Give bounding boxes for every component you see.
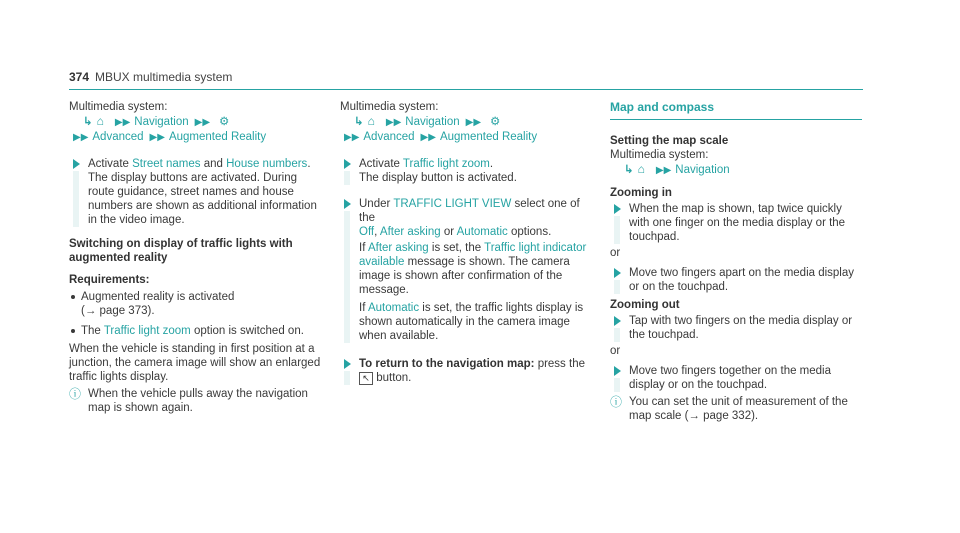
step-body: The display buttons are activated. During route guidance, street names and house numbers are shown as additional information in the video image.: [88, 172, 317, 226]
step-bar: [344, 211, 350, 343]
step-arrow-icon: [344, 199, 351, 209]
zooming-out-heading: Zooming out: [610, 299, 680, 311]
step-text: message is shown. The camera image is shown after confirmation of the message.: [359, 256, 570, 296]
menu-path-2: [340, 130, 598, 145]
step-text: If: [359, 242, 366, 254]
intro-text: Multimedia system:: [340, 101, 439, 113]
menu-path: [69, 114, 326, 130]
instruction-step: [610, 314, 862, 342]
double-chevron-icon: ▶▶: [655, 165, 672, 176]
step-text: Move two fingers together on the media display or on the touchpad.: [629, 365, 832, 391]
path-navigation: Navigation: [134, 116, 189, 128]
step-text: is set, the: [431, 242, 482, 254]
or-text: or: [610, 345, 621, 357]
subheading: Setting the map scale: [610, 135, 729, 147]
option-house-numbers: House numbers: [226, 158, 308, 170]
double-chevron-icon: ▶▶: [385, 117, 402, 128]
double-chevron-icon: ▶▶: [344, 132, 360, 143]
instruction-step: [340, 197, 598, 343]
step-arrow-icon: [614, 204, 621, 214]
step-text: If: [359, 302, 366, 314]
info-note-icon: ⓘ: [69, 387, 82, 401]
step-arrow-icon: [73, 159, 80, 169]
option-traffic-light-zoom: Traffic light zoom: [402, 158, 490, 170]
step-text: ,: [374, 226, 378, 238]
intro-text: Multimedia system:: [69, 101, 168, 113]
step-text: or: [443, 226, 455, 238]
path-augmented-reality: Augmented Reality: [439, 131, 538, 143]
step-arrow-icon: [344, 359, 351, 369]
option-automatic: Automatic: [456, 226, 508, 238]
or-text: or: [610, 247, 621, 259]
path-navigation: Navigation: [675, 164, 730, 176]
step-text: .: [307, 158, 311, 170]
settings-icon: ⚙: [219, 116, 230, 128]
step-text: Move two fingers apart on the media display or on the touchpad.: [629, 267, 855, 293]
step-text: button.: [376, 372, 412, 384]
menu-path-2: [69, 130, 326, 145]
settings-icon: ⚙: [490, 116, 501, 128]
step-text: Tap with two fingers on the media display or the touchpad.: [629, 315, 853, 341]
subheading: Switching on display of traffic lights with augmented reality: [69, 238, 293, 264]
column-3: [610, 100, 862, 423]
intro-text: Multimedia system:: [610, 149, 709, 161]
path-advanced: Advanced: [92, 131, 144, 143]
note: [69, 387, 326, 415]
option-traffic-light-zoom: Traffic light zoom: [103, 325, 191, 337]
option-after-asking: After asking: [379, 226, 441, 238]
path-navigation: Navigation: [405, 116, 460, 128]
home-icon: ⌂: [367, 114, 375, 128]
option-off: Off: [359, 226, 375, 238]
option-street-names: Street names: [132, 158, 201, 170]
list-text: Augmented reality is activated: [81, 291, 235, 303]
paragraph: When the vehicle is standing in first position at a junction, the camera image will show an enlarged traffic lights display.: [69, 343, 321, 383]
step-text: When the map is shown, tap twice quickly with one finger on the media display or the touchpad.: [629, 203, 846, 243]
step-text: is set, the traffic lights display is shown automatically in the camera image when available.: [359, 302, 584, 342]
step-detail: [359, 371, 598, 385]
home-icon: ⌂: [96, 114, 104, 128]
step-text: .: [489, 158, 494, 170]
list-text: option is switched on.: [193, 325, 304, 337]
double-chevron-icon: ▶▶: [149, 132, 165, 143]
step-bar: [614, 280, 620, 294]
path-augmented-reality: Augmented Reality: [168, 131, 267, 143]
home-icon: ⌂: [637, 162, 645, 176]
step-arrow-icon: [614, 268, 621, 278]
step-arrow-icon: [614, 366, 621, 376]
step-detail: [359, 241, 598, 297]
note: [610, 395, 862, 423]
page-header: [69, 70, 863, 90]
step-text: Activate: [88, 158, 129, 170]
page-number: 374: [69, 70, 90, 84]
list-item: [69, 324, 326, 338]
zooming-in-heading: Zooming in: [610, 187, 672, 199]
step-text: and: [203, 158, 223, 170]
step-detail: [359, 301, 598, 343]
info-note-icon: ⓘ: [610, 395, 623, 409]
page-title: MBUX multimedia system: [95, 70, 233, 84]
return-arrow-icon: ↳: [624, 164, 634, 176]
return-arrow-icon: ↳: [354, 116, 364, 128]
menu-path: [610, 162, 862, 178]
step-text: press the: [537, 358, 585, 370]
note-text: You can set the unit of measurement of the map scale (→ page 332).: [629, 396, 848, 422]
list-item: [69, 290, 326, 318]
return-arrow-icon: ↳: [83, 116, 93, 128]
step-bar: [614, 328, 620, 342]
column-2: [340, 100, 598, 385]
instruction-step: [340, 157, 598, 185]
double-chevron-icon: ▶▶: [465, 117, 482, 128]
step-arrow-icon: [614, 316, 621, 326]
double-chevron-icon: ▶▶: [420, 132, 436, 143]
step-bar: [344, 371, 350, 385]
step-bold: To return to the navigation map:: [359, 358, 535, 370]
step-body: The display button is activated.: [359, 172, 517, 184]
double-chevron-icon: ▶▶: [114, 117, 131, 128]
step-arrow-icon: [344, 159, 351, 169]
note-text: When the vehicle pulls away the navigation map is shown again.: [88, 388, 308, 414]
step-text: Activate: [359, 158, 400, 170]
step-text: options.: [510, 226, 552, 238]
path-advanced: Advanced: [363, 131, 415, 143]
list-text: The: [81, 325, 101, 337]
requirements-title: Requirements:: [69, 274, 150, 286]
step-text: Under: [359, 198, 391, 210]
message-traffic-light-indicator: Traffic light indicator available: [359, 242, 587, 268]
page-reference: (→ page 373).: [81, 305, 155, 317]
instruction-step: [610, 266, 862, 294]
step-bar: [614, 378, 620, 392]
step-bar: [73, 171, 79, 227]
double-chevron-icon: ▶▶: [194, 117, 211, 128]
step-bar: [614, 216, 620, 244]
step-text: select one of the: [359, 198, 580, 224]
step-bar: [344, 171, 350, 185]
menu-path: [340, 114, 598, 130]
instruction-step: [610, 364, 862, 392]
column-1: [69, 100, 326, 415]
section-title: Map and compass: [610, 100, 862, 120]
double-chevron-icon: ▶▶: [73, 132, 89, 143]
instruction-step: [340, 357, 598, 385]
option-automatic: Automatic: [367, 302, 420, 314]
instruction-step: [69, 157, 326, 227]
instruction-step: [610, 202, 862, 244]
option-after-asking: After asking: [367, 242, 429, 254]
back-button-icon: ↖: [359, 372, 373, 385]
option-traffic-light-view: TRAFFIC LIGHT VIEW: [393, 198, 512, 210]
